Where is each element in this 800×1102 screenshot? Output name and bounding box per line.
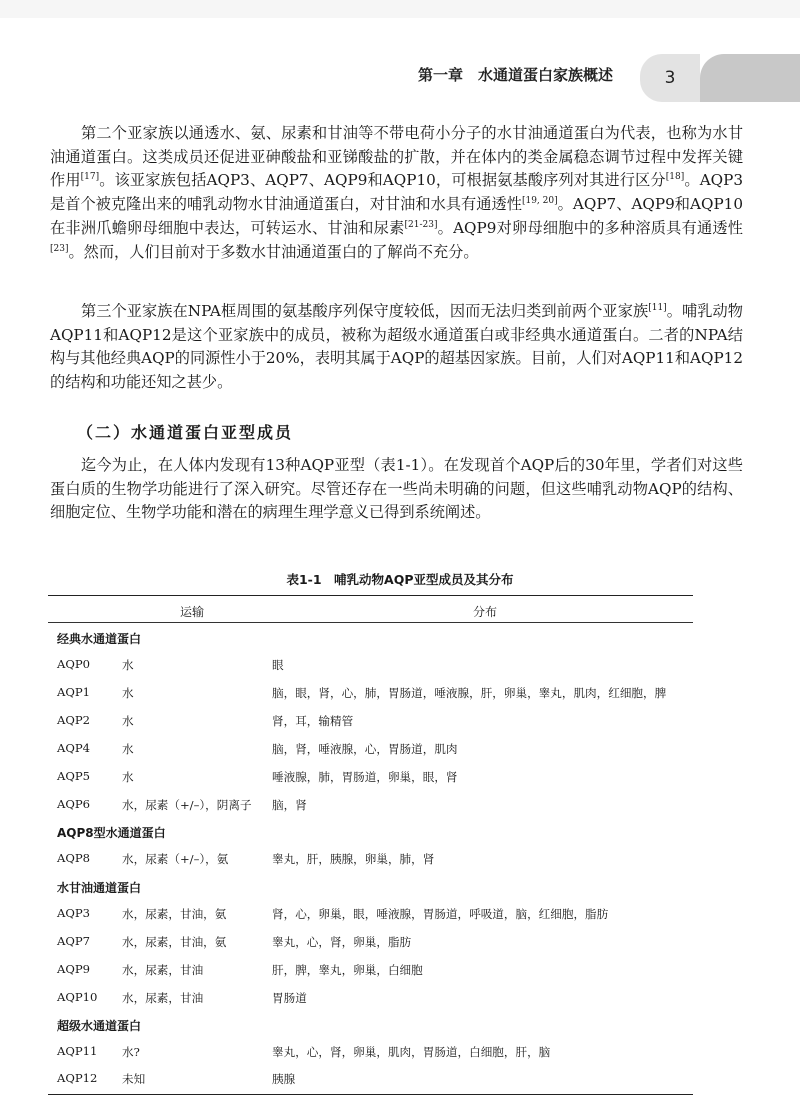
table-row — [0, 769, 800, 787]
paragraph-subtypes: 迄今为止，在人体内发现有13种AQP亚型（表1-1）。在发现首个AQP后的30年里，学者们对这些蛋白质的生物学功能进行了深入研究。尽管还存在一些尚未明确的问题，但这些哺乳动物AQP的结构、细胞定位、生物学功能和潜在的病理生理学意义已得到系统阐述。 — [50, 456, 743, 522]
cell-name: AQP6 — [57, 797, 91, 811]
cell-distribution: 肝，脾，睾丸，卵巢，白细胞 — [272, 963, 423, 977]
cell-distribution: 唾液腺，肺，胃肠道，卵巢，眼，肾 — [272, 770, 458, 784]
cell-transport: 水，尿素（+/–），氨 — [122, 852, 229, 866]
header-band — [0, 0, 800, 18]
table-row — [0, 990, 800, 1008]
cell-distribution: 肾，耳，输精管 — [272, 714, 354, 728]
citation: [11] — [648, 303, 667, 313]
paragraph-subfamily-3 — [50, 300, 743, 395]
cell-name: AQP12 — [57, 1071, 98, 1085]
cell-distribution: 脑，肾 — [272, 798, 307, 812]
cell-transport: 水 — [122, 742, 134, 756]
table-group-heading: AQP8型水通道蛋白 — [57, 826, 166, 840]
cell-distribution: 睾丸，肝，胰腺，卵巢，肺，肾 — [272, 852, 435, 866]
page-edge-tab — [700, 54, 800, 102]
table-group-heading: 经典水通道蛋白 — [57, 632, 142, 646]
cell-distribution: 睾丸，心，肾，卵巢，脂肪 — [272, 935, 412, 949]
table-caption: 表1-1 哺乳动物AQP亚型成员及其分布 — [286, 572, 514, 587]
cell-name: AQP9 — [57, 962, 91, 976]
cell-distribution: 睾丸，心，肾，卵巢，肌肉，胃肠道，白细胞，肝，脑 — [272, 1045, 551, 1059]
cell-name: AQP8 — [57, 851, 91, 865]
table-header-rule — [48, 622, 693, 623]
cell-distribution: 眼 — [272, 658, 284, 672]
table-row — [0, 1071, 800, 1089]
cell-distribution: 胃肠道 — [272, 991, 307, 1005]
cell-name: AQP7 — [57, 934, 91, 948]
cell-transport: 水? — [122, 1045, 140, 1059]
cell-name: AQP1 — [57, 685, 91, 699]
cell-distribution: 肾，心，卵巢，眼，唾液腺，胃肠道，呼吸道，脑，红细胞，脂肪 — [272, 907, 609, 921]
cell-transport: 水，尿素，甘油，氨 — [122, 935, 227, 949]
table-row — [0, 851, 800, 869]
paragraph-text: 。哺乳动物AQP11和AQP12是这个亚家族中的成员，被称为超级水通道蛋白或非经典水通道蛋白。二者的NPA结构与其他经典AQP的同源性小于20%，表明其属于AQP的超基因家族。目前，人们对AQP11和AQP12的结构和功能还知之甚少。 — [50, 302, 743, 392]
chapter-title: 第一章 水通道蛋白家族概述 — [418, 66, 614, 84]
cell-name: AQP11 — [57, 1044, 98, 1058]
citation: [19, 20] — [521, 196, 558, 207]
table-row — [0, 906, 800, 924]
citation: [21-23] — [404, 219, 438, 230]
table-row — [0, 962, 800, 980]
cell-name: AQP3 — [57, 906, 91, 920]
citation: [18] — [665, 172, 685, 183]
page-number: 3 — [664, 68, 676, 88]
table-row — [0, 934, 800, 952]
cell-transport: 水，尿素，甘油 — [122, 991, 204, 1005]
cell-distribution: 脑，肾，唾液腺，心，胃肠道，肌肉 — [272, 742, 458, 756]
table-row — [0, 741, 800, 759]
table-row — [0, 797, 800, 815]
cell-distribution: 脑，眼，肾，心，肺，胃肠道，唾液腺，肝，卵巢，睾丸，肌肉，红细胞，脾 — [272, 686, 667, 700]
paragraph-text: 。AQP9对卵母细胞中的多种溶质具有通透性 — [437, 218, 743, 237]
table-group-heading: 超级水通道蛋白 — [57, 1019, 142, 1033]
cell-name: AQP5 — [57, 769, 91, 783]
paragraph-text: 。AQP3是首个被克隆出来的哺乳动物水甘油通道蛋白，对甘油和水具有通透性 — [50, 171, 743, 214]
citation: [23] — [50, 243, 69, 254]
paragraph-text: 。然而，人们目前对于多数水甘油通道蛋白的了解尚不充分。 — [68, 242, 479, 261]
cell-name: AQP0 — [57, 657, 91, 671]
table-group-heading: 水甘油通道蛋白 — [57, 881, 142, 895]
cell-transport: 未知 — [122, 1072, 146, 1086]
table-row — [0, 1044, 800, 1062]
cell-transport: 水 — [122, 770, 134, 784]
paragraph-text: 。该亚家族包括AQP3、AQP7、AQP9和AQP10，可根据氨基酸序列对其进行区分 — [99, 171, 666, 190]
paragraph-text: 第二个亚家族以通透水、氨、尿素和甘油等不带电荷小分子的水甘油通道蛋白为代表，也称为水甘油通道蛋白。这类成员还促进亚砷酸盐和亚锑酸盐的扩散，并在体内的类金属稳态调节过程中发挥关键作用 — [50, 124, 743, 190]
cell-transport: 水，尿素，甘油 — [122, 963, 204, 977]
cell-name: AQP2 — [57, 713, 91, 727]
section-subheading: （二）水通道蛋白亚型成员 — [77, 423, 294, 442]
cell-name: AQP10 — [57, 990, 98, 1004]
cell-transport: 水 — [122, 658, 134, 672]
column-header-transport: 运输 — [180, 605, 205, 619]
cell-transport: 水 — [122, 686, 134, 700]
paragraph-subfamily-2 — [50, 122, 743, 264]
cell-transport: 水 — [122, 714, 134, 728]
paragraph-text: 。AQP7、AQP9和AQP10在非洲爪蟾卵母细胞中表达，可转运水、甘油和尿素 — [50, 195, 743, 237]
table-top-rule — [48, 595, 693, 596]
cell-distribution: 胰腺 — [272, 1072, 296, 1086]
citation: [17] — [80, 172, 100, 183]
column-header-distribution: 分布 — [473, 605, 498, 619]
table-row — [0, 657, 800, 675]
paragraph-text: 第三个亚家族在NPA框周围的氨基酸序列保守度较低，因而无法归类到前两个亚家族 — [81, 302, 649, 320]
cell-name: AQP4 — [57, 741, 91, 755]
table-bottom-rule — [48, 1094, 693, 1095]
cell-transport: 水，尿素（+/–），阴离子 — [122, 798, 252, 812]
table-row — [0, 713, 800, 731]
table-row — [0, 685, 800, 703]
cell-transport: 水，尿素，甘油，氨 — [122, 907, 227, 921]
